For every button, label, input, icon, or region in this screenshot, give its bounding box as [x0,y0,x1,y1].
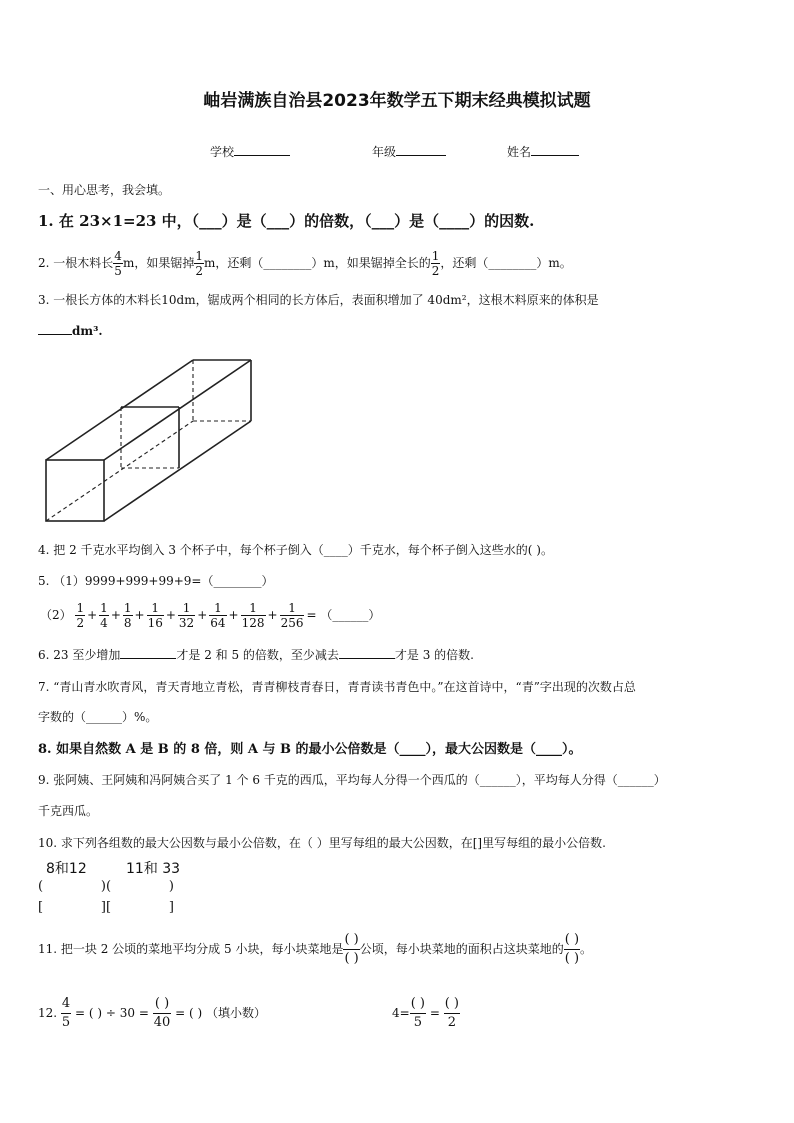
question-text: 把一块 2 公顷的菜地平均分成 5 小块，每小块菜地是 [60,942,344,956]
question-text: 才是 3 的倍数. [394,648,474,662]
school-field[interactable] [210,143,290,160]
plus-sign: + [110,608,121,622]
equals-sign: = [429,1006,440,1020]
question-text: = （______） [306,608,381,622]
fraction: $\frac{1}{256}$ [280,601,304,630]
fraction: $\frac{4}{5}$ [114,249,122,278]
question-text: = ( ) ÷ 30 = [75,1006,149,1020]
question-text: 。 [580,942,593,956]
question-number: 3. [38,293,50,307]
question-text: ，还剩（________）m。 [440,256,572,270]
fraction: $\frac{1}{64}$ [210,601,226,630]
school-label: 学校 [210,145,235,159]
part-label: （2） [40,608,72,622]
answer-fraction[interactable]: $\frac{( )}{( )}$ [344,932,359,966]
question-number: 1. [38,212,54,230]
question-text: 把 2 千克水平均倒入 3 个杯子中，每个杯子倒入（____）千克水，每个杯子倒入这些水的( )。 [53,543,553,557]
question-text: （1）9999+999+99+9=（________） [53,574,274,588]
question-3-line2 [38,322,103,338]
fraction: $\frac{1}{2}$ [76,601,85,630]
plus-sign: + [134,608,145,622]
question-number: 12. [38,1006,58,1020]
cuboid-front-face [46,460,104,521]
answer-fraction[interactable]: $\frac{( )}{( )}$ [564,932,580,966]
fraction: $\frac{1}{32}$ [178,601,195,630]
cuboid-figure [36,352,256,527]
plus-sign: + [228,608,239,622]
question-number: 6. [38,648,50,662]
question-number: 4. [38,543,50,557]
question-number: 2. [38,256,50,270]
fraction: $\frac{1}{2}$ [431,249,440,278]
fraction: $\frac{1}{16}$ [147,601,163,630]
question-number: 9. [38,773,50,787]
question-text: dm³. [72,324,103,338]
question-9 [38,771,666,788]
question-number: 5. [38,574,50,588]
grade-label: 年级 [372,145,397,159]
question-6 [38,646,474,663]
question-5 [38,572,273,589]
question-text: 一根木料长 [53,256,114,270]
question-number: 11. [38,942,58,956]
school-blank[interactable] [234,143,290,156]
question-7 [38,678,636,695]
question-12-part2 [392,990,460,1036]
plus-sign: + [197,608,208,622]
question-number: 8. [38,742,52,757]
question-5-part2 [40,598,382,632]
question-text: 在 23×1=23 中，（___）是（___）的倍数，（___）是（____）的因数. [58,212,535,230]
question-4 [38,541,553,558]
question-2 [38,246,572,280]
cuboid-edge [104,360,251,460]
fraction: $\frac{1}{8}$ [123,601,132,630]
fraction: $\frac{1}{4}$ [100,601,108,630]
question-text: 如果自然数 A 是 B 的 8 倍，则 A 与 B 的最小公倍数是（____），最大公因数是（____）。 [56,742,582,757]
grade-field[interactable] [372,143,446,160]
question-12 [38,990,266,1036]
question-3 [38,291,599,308]
question-text: 求下列各组数的最大公因数与最小公倍数，在（ ）里写每组的最大公因数，在[]里写每组的最小公倍数. [60,836,606,850]
answer-fraction[interactable]: $\frac{( )}{2}$ [444,996,459,1030]
question-7-line2: 字数的（______）%。 [38,710,158,724]
number-pair-2: 11和 33 [126,861,181,877]
number-pair-1: 8和12 [46,861,87,877]
cuboid-edge [104,421,251,521]
fraction: $\frac{1}{128}$ [241,601,265,630]
question-10 [38,834,606,851]
question-text: 才是 2 和 5 的倍数，至少减去 [176,648,339,662]
lcm-answer-row[interactable]: [ ][ ] [38,900,174,915]
question-text: 公顷，每小块菜地的面积占这块菜地的 [359,942,564,956]
question-text: = ( ) （填小数） [175,1006,266,1020]
question-text: 4= [392,1006,410,1020]
cuboid-edge [46,360,193,460]
hidden-edge [46,421,193,521]
plus-sign: + [165,608,176,622]
question-text: “青山青水吹青风，青天青地立青松，青青柳枝青春日，青青读书青色中。”在这首诗中，“青”字出现的次数占总 [53,680,636,694]
answer-blank[interactable] [339,646,395,659]
page-title: 岫岩满族自治县2023年数学五下期末经典模拟试题 [203,91,591,111]
answer-fraction[interactable]: $\frac{( )}{40}$ [153,996,171,1030]
fraction: $\frac{4}{5}$ [61,996,71,1030]
answer-blank[interactable] [38,322,72,335]
question-text: m，还剩（________）m，如果锯掉全长的 [203,256,431,270]
fraction: $\frac{1}{2}$ [195,249,203,278]
name-field[interactable] [507,143,579,160]
answer-blank[interactable] [120,646,176,659]
question-text: m，如果锯掉 [122,256,195,270]
plus-sign: + [267,608,278,622]
question-text: 一根长方体的木料长10dm，锯成两个相同的长方体后，表面积增加了 40dm²，这根木料原来的体积是 [53,293,599,307]
question-8 [38,738,582,757]
question-1 [38,210,534,231]
name-blank[interactable] [531,143,579,156]
gcd-answer-row[interactable]: ( )( ) [38,879,174,894]
section-heading: 一、用心思考，我会填。 [38,183,171,197]
question-number: 7. [38,680,50,694]
question-9-line2: 千克西瓜。 [38,804,99,818]
question-text: 张阿姨、王阿姨和冯阿姨合买了 1 个 6 千克的西瓜，平均每人分得一个西瓜的（______），平均每人分得（______） [53,773,666,787]
grade-blank[interactable] [396,143,446,156]
answer-fraction[interactable]: $\frac{( )}{5}$ [410,996,425,1030]
plus-sign: + [87,608,98,622]
question-11 [38,926,592,972]
question-number: 10. [38,836,58,850]
name-label: 姓名 [507,145,532,159]
question-text: 23 至少增加 [53,648,121,662]
